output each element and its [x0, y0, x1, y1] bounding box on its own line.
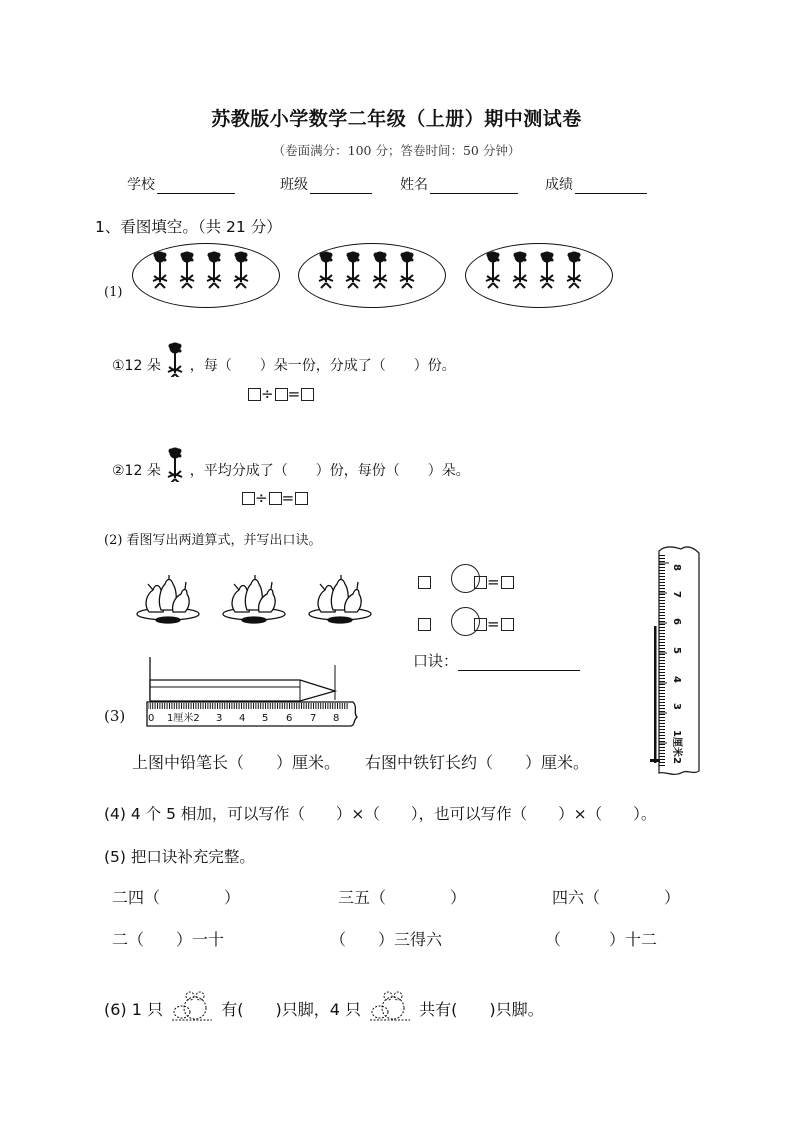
koujue-blank[interactable]	[458, 654, 580, 671]
frog-icon	[366, 988, 414, 1022]
flower-icon	[165, 341, 185, 377]
answer-box[interactable]	[295, 492, 308, 505]
school-field[interactable]	[127, 174, 235, 194]
q2-prefix: ②12 朵	[112, 463, 161, 479]
svg-text:0: 0	[148, 713, 155, 724]
svg-text:8: 8	[671, 564, 682, 571]
exam-info: （卷面满分：100 分；答卷时间：50 分钟）	[272, 143, 521, 158]
svg-text:6: 6	[286, 713, 293, 724]
answer-box[interactable]	[269, 492, 282, 505]
koujue-item: 三五（ ）	[338, 888, 467, 907]
nail-length-question: 右图中铁钉长约（ ）厘米。	[365, 753, 590, 772]
equation-div[interactable]	[418, 615, 431, 633]
equation-mult[interactable]	[418, 573, 431, 591]
section1-heading: 1、看图填空。（共 21 分）	[95, 218, 282, 236]
q6-suffix: 共有( )只脚。	[419, 1000, 544, 1019]
koujue-label: 口诀：	[413, 652, 459, 670]
svg-text:1厘米2: 1厘米2	[671, 730, 682, 764]
answer-box[interactable]	[474, 618, 487, 631]
flower-icon	[165, 446, 185, 482]
score-blank[interactable]	[575, 177, 647, 194]
equation-mult-right[interactable]: =	[474, 573, 514, 591]
koujue-field[interactable]	[413, 650, 580, 671]
q6-prefix: (6) 1 只	[104, 1000, 164, 1019]
score-label: 成绩	[545, 177, 573, 193]
score-field[interactable]	[545, 174, 647, 194]
koujue-item: 二（ ）一十	[112, 930, 225, 949]
svg-text:3: 3	[671, 703, 682, 710]
question-6	[104, 988, 544, 1020]
pencil-length-question: 上图中铅笔长（ ）厘米。	[132, 753, 341, 772]
flowers-image	[150, 250, 610, 300]
school-label: 学校	[127, 177, 155, 193]
answer-box[interactable]	[301, 388, 314, 401]
pencil-ruler-image	[145, 655, 360, 727]
answer-box[interactable]	[418, 576, 431, 589]
koujue-item: 四六（ ）	[552, 888, 681, 907]
q6-mid: 有( )只脚，4 只	[221, 1000, 361, 1019]
class-label: 班级	[280, 177, 308, 193]
equation-2[interactable]: ÷ =	[242, 489, 308, 507]
svg-text:6: 6	[671, 618, 682, 625]
part5-label: (5) 把口诀补充完整。	[104, 848, 255, 866]
answer-box[interactable]	[474, 576, 487, 589]
q1-prefix: ①12 朵	[112, 358, 161, 374]
vertical-ruler-with-nail	[645, 543, 705, 778]
frog-icon	[168, 988, 216, 1022]
name-label: 姓名	[400, 177, 428, 193]
part3-label: (3)	[104, 707, 126, 725]
page-title: 苏教版小学数学二年级（上册）期中测试卷	[211, 108, 582, 130]
answer-box[interactable]	[501, 576, 514, 589]
answer-box[interactable]	[242, 492, 255, 505]
svg-text:1厘米2: 1厘米2	[167, 713, 200, 724]
svg-text:4: 4	[239, 713, 246, 724]
svg-text:5: 5	[262, 713, 269, 724]
class-field[interactable]	[280, 174, 372, 194]
answer-box[interactable]	[418, 618, 431, 631]
koujue-item: （ ）三得六	[330, 930, 443, 949]
name-field[interactable]	[400, 174, 518, 194]
svg-text:3: 3	[216, 713, 223, 724]
answer-box[interactable]	[501, 618, 514, 631]
part1-label: (1)	[104, 285, 123, 300]
koujue-item: （ ）十二	[545, 930, 658, 949]
q2-text: ，平均分成了（ ）份，每份（ ）朵。	[189, 463, 470, 479]
svg-text:7: 7	[310, 713, 317, 724]
svg-text:7: 7	[671, 591, 682, 598]
class-blank[interactable]	[310, 177, 372, 194]
equation-div-right[interactable]: =	[474, 615, 514, 633]
svg-text:5: 5	[671, 647, 682, 654]
school-blank[interactable]	[157, 177, 235, 194]
answer-box[interactable]	[248, 388, 261, 401]
pears-plates-image	[135, 570, 385, 630]
question-1-1	[112, 341, 456, 375]
question-4: (4) 4 个 5 相加，可以写作（ ）×（ ），也可以写作（ ）×（ ）。	[104, 805, 657, 823]
answer-box[interactable]	[275, 388, 288, 401]
part2-label: (2) 看图写出两道算式，并写出口诀。	[104, 533, 322, 548]
koujue-item: 二四（ ）	[112, 888, 241, 907]
equation-1[interactable]: ÷ =	[248, 385, 314, 403]
q1-text: ，每（ ）朵一份，分成了（ ）份。	[189, 358, 456, 374]
svg-text:4: 4	[671, 676, 682, 683]
name-blank[interactable]	[430, 177, 518, 194]
svg-text:8: 8	[333, 713, 340, 724]
question-1-2	[112, 446, 470, 480]
